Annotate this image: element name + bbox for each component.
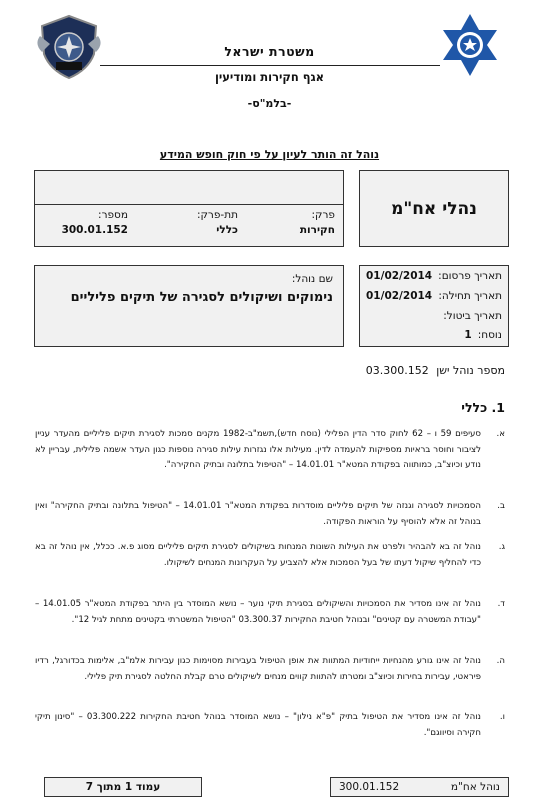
number-label: מספר:	[98, 209, 128, 221]
version-value: 1	[464, 329, 472, 341]
chapter-value: חקירות	[299, 224, 335, 236]
published-value: 01/02/2014	[366, 270, 433, 282]
item-text: סעיפים 59 ו – 62 לחוק סדר הדין הפלילי (נוסח חדש),תשמ"ב-1982 מקנים סמכות לסגירת תיקים פליליים מהעדר עניין לציבור וחוסר בראיות מספיקות להעמדה לדין. מעילות אלו נגזרות עילות סגירה נוספות כגון העדר אשמה פלילית, עבריין לא נודע וכיוצ"ב, כמותווה בפקודת המטא"ר 14.01.01 – "הטיפול בתלונה ובתיק החקירה".	[35, 429, 481, 470]
list-item	[35, 540, 505, 571]
procedure-name-value: נימוקים ושיקולים לסגירה של תיקים פליליים	[70, 290, 333, 305]
list-item	[35, 654, 505, 685]
header-rule	[100, 65, 440, 66]
item-text: הסמכויות לסגירה וגנזה של תיקים פליליים מוסדרות בפקודת המטא"ר 14.01.01 – "הטיפול בתלונה ובתיק החקירה" ואין בנוהל זה אלא להוסיף על הוראות הפקודה.	[35, 501, 481, 527]
cancel-row	[366, 310, 502, 322]
list-item	[35, 597, 505, 628]
procedure-info-box	[34, 204, 344, 247]
procedure-blank-box	[34, 170, 344, 204]
version-row	[366, 329, 502, 341]
chapter-label: פרק:	[311, 209, 335, 221]
subchapter-label: תת-פרק:	[196, 209, 238, 221]
number-value: 300.01.152	[61, 224, 128, 236]
footer-page-box	[44, 777, 202, 797]
foi-note: נוהל זה הותר לעיון על פי חוק חופש המידע	[159, 148, 380, 161]
version-label: נוסח:	[477, 329, 502, 341]
procedure-name-box	[34, 265, 344, 347]
old-number-label: מספר נוהל ישן	[436, 364, 505, 377]
old-number-value: 03.300.152	[365, 364, 429, 377]
list-item	[35, 427, 505, 474]
item-letter: ב.	[497, 501, 505, 511]
footer-procedure-number: 300.01.152	[339, 781, 400, 793]
procedure-title: נהלי אח"מ	[391, 198, 477, 219]
item-text: נוהל זה אינו מסדיר את הסמכויות והשיקולים בסגירת תיקי נוער – נושא המוסדר בין היתר בפקודת המטא"ר 14.01.05 – "עבודת המשטרה עם קטינים" ובנוהל חטיבת החקירות 03.300.37 "הטיפול המשטרתי בקטינים מתחת לגיל 12".	[35, 599, 481, 625]
section-title: כללי	[461, 400, 488, 415]
section-number: 1.	[491, 400, 505, 415]
item-text: נוהל זה אינו גורע מהנחיות ייחודיות המתוות את אופן הטיפול בעבירות מסוימות כגון עבירות אלמ"ב, אלימות בכדורגל, רדיו פיראטי, עבירות בחירות וכיוצ"ב ומטרתו להתוות קווים מנחים לשיקולים טרם קבלת החלטה לסגירת תיק פלילי.	[35, 656, 481, 682]
item-letter: ו.	[499, 712, 505, 722]
section-heading	[461, 400, 505, 415]
item-letter: ג.	[498, 542, 505, 552]
division-name: אגף חקירות ומודיעין	[214, 70, 325, 84]
start-row	[366, 290, 502, 302]
cancel-label: תאריך ביטול:	[443, 310, 502, 322]
list-item	[35, 710, 505, 741]
page-indicator: עמוד 1 מתוך 7	[85, 781, 161, 793]
old-procedure-number	[366, 364, 505, 377]
start-label: תאריך תחילה:	[438, 290, 502, 302]
item-letter: ה.	[496, 656, 505, 666]
published-row	[366, 270, 502, 282]
published-label: תאריך פרסום:	[438, 270, 502, 282]
item-letter: ד.	[497, 599, 505, 609]
footer-procedure-box	[330, 777, 509, 797]
item-letter: א.	[496, 429, 505, 439]
item-text: נוהל זה בא להבהיר ולפרט את העילות השונות המנחות בשיקולים לסגירת תיקים פליליים מסוג פ.א. ככלל, אין נוהל זה בא כדי להחליף שיקול דעתו של בעל הסמכות אלא להצביע על העקרונות המנחים לשיקולו.	[35, 542, 481, 568]
list-item	[35, 499, 505, 530]
subchapter-value: כללי	[216, 224, 238, 236]
classification-mark: -בלמ"ס-	[247, 97, 292, 110]
procedure-name-label: שם נוהל:	[291, 273, 333, 285]
subchapter-cell	[197, 209, 238, 236]
number-cell	[62, 209, 128, 236]
procedure-title-box	[359, 170, 509, 247]
chapter-cell	[300, 209, 335, 236]
org-name: משטרת ישראל	[224, 44, 315, 59]
item-text: נוהל זה אינו מסדיר את הטיפול בתיק "פ"א נילון" – נושא המוסדר בנוהל חטיבת החקירות 03.300.222 – "סינון תיקי חקירה וסיווגם".	[35, 712, 481, 738]
start-value: 01/02/2014	[366, 290, 433, 302]
footer-procedure-label: נוהל אח"מ	[450, 781, 500, 793]
dates-box	[359, 265, 509, 347]
